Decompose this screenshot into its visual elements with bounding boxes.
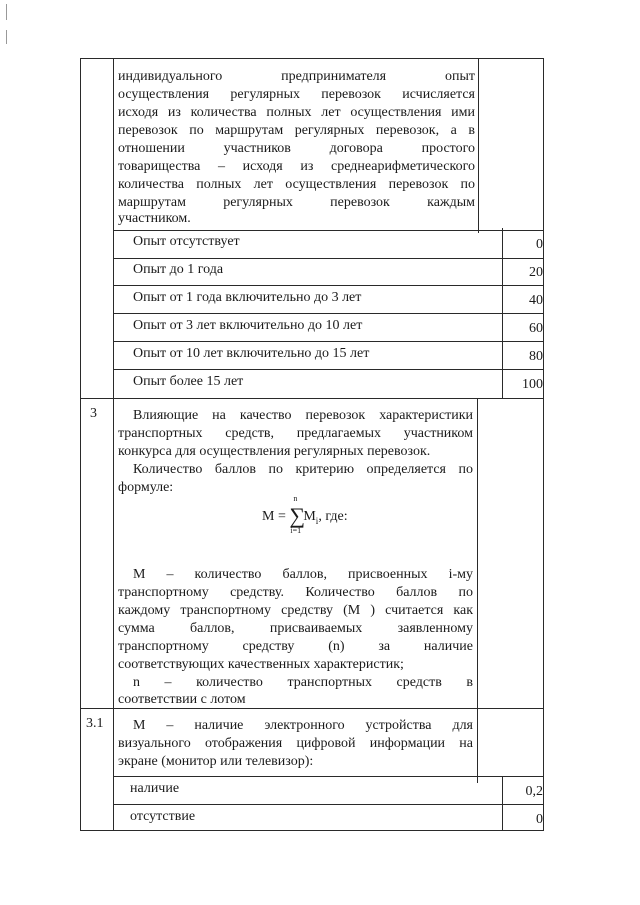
option-row-points: 0	[536, 812, 543, 827]
n-definition-line: соответствии с лотом	[118, 692, 246, 707]
mi-definition-line: транспортному средству. Количество баллов по	[118, 585, 473, 600]
mi-definition-line: транспортному средству (n) за наличие	[118, 639, 473, 654]
section3-heading-line: конкурса для осуществления регулярных перевозок.	[118, 444, 431, 459]
intro-line: перевозок по маршрутам регулярных перевозок, а в	[118, 123, 475, 138]
table-col2-border	[477, 398, 478, 783]
experience-row-points: 60	[529, 321, 543, 336]
binder-mark	[6, 4, 7, 20]
mi-definition-line: соответствующих качественных характеристик;	[118, 657, 404, 672]
section3-heading-line: Влияющие на качество перевозок характеристики	[133, 408, 473, 423]
option-row-label: отсутствие	[130, 809, 196, 824]
experience-row-label: Опыт от 1 года включительно до 3 лет	[133, 290, 362, 305]
experience-row-points: 20	[529, 265, 543, 280]
formula-subscript: i	[315, 516, 319, 527]
intro-line: осуществления регулярных перевозок исчисляется	[118, 87, 475, 102]
table-row-divider	[113, 230, 543, 231]
intro-line: индивидуального предпринимателя опыт	[118, 69, 475, 84]
experience-row-points: 0	[536, 237, 543, 252]
table-row-divider	[113, 258, 543, 259]
n-definition-line: n – количество транспортных средств в	[133, 675, 473, 690]
section31-text-line: M – наличие электронного устройства для	[133, 718, 473, 733]
experience-row-points: 40	[529, 293, 543, 308]
experience-row-points: 80	[529, 349, 543, 364]
table-col1-border	[113, 58, 114, 831]
section-number: 3.1	[86, 716, 104, 731]
formula-tail: , где:	[318, 509, 348, 525]
intro-line: участником.	[118, 211, 191, 226]
formula-intro-line: формуле:	[118, 480, 174, 495]
table-top-border	[80, 58, 543, 59]
table-row-divider	[113, 804, 543, 805]
table-right-border	[543, 58, 544, 831]
mi-definition-line: M – количество баллов, присвоенных i-му	[133, 567, 473, 582]
formula-term: M	[303, 509, 316, 525]
section-number: 3	[90, 406, 97, 421]
experience-row-label: Опыт отсутствует	[133, 234, 240, 249]
intro-line: товарищества – исходя из среднеарифметического	[118, 159, 475, 174]
option-row-points: 0,2	[525, 784, 543, 799]
experience-row-label: Опыт более 15 лет	[133, 374, 244, 389]
experience-row-label: Опыт от 10 лет включительно до 15 лет	[133, 346, 370, 361]
table-row-divider	[113, 341, 543, 342]
section3-heading-line: транспортных средств, предлагаемых участником	[118, 426, 473, 441]
intro-line: маршрутам регулярных перевозок каждым	[118, 195, 475, 210]
table-row-divider	[113, 776, 543, 777]
section31-text-line: экране (монитор или телевизор):	[118, 754, 314, 769]
sum-symbol: ∑ n i=1	[289, 494, 306, 535]
intro-line: количества полных лет осуществления перевозок по	[118, 177, 475, 192]
sum-upper-limit: n	[293, 494, 298, 503]
experience-row-label: Опыт от 3 лет включительно до 10 лет	[133, 318, 363, 333]
table-left-border	[80, 58, 81, 831]
option-row-label: наличие	[130, 781, 180, 796]
intro-line: отношении участников договора простого	[118, 141, 475, 156]
formula-lhs: M =	[262, 509, 290, 525]
mi-definition-line: каждому транспортному средству (M ) считается как	[118, 603, 473, 618]
table-row-divider	[113, 313, 543, 314]
table-row-divider	[80, 398, 543, 399]
table-row-divider	[113, 369, 543, 370]
binder-mark	[6, 30, 7, 44]
table-bottom-border	[80, 830, 543, 831]
formula-intro-line: Количество баллов по критерию определяется по	[133, 462, 473, 477]
table-row-divider	[113, 285, 543, 286]
experience-row-points: 100	[522, 377, 543, 392]
section31-text-line: визуального отображения цифровой информации на	[118, 736, 473, 751]
table-col2-border	[478, 58, 479, 233]
intro-line: исходя из количества полных лет осуществления ими	[118, 105, 475, 120]
mi-definition-line: сумма баллов, присваиваемых заявленному	[118, 621, 473, 636]
experience-row-label: Опыт до 1 года	[133, 262, 224, 277]
sum-lower-limit: i=1	[290, 526, 302, 535]
table-row-divider	[80, 708, 543, 709]
formula	[262, 494, 348, 535]
